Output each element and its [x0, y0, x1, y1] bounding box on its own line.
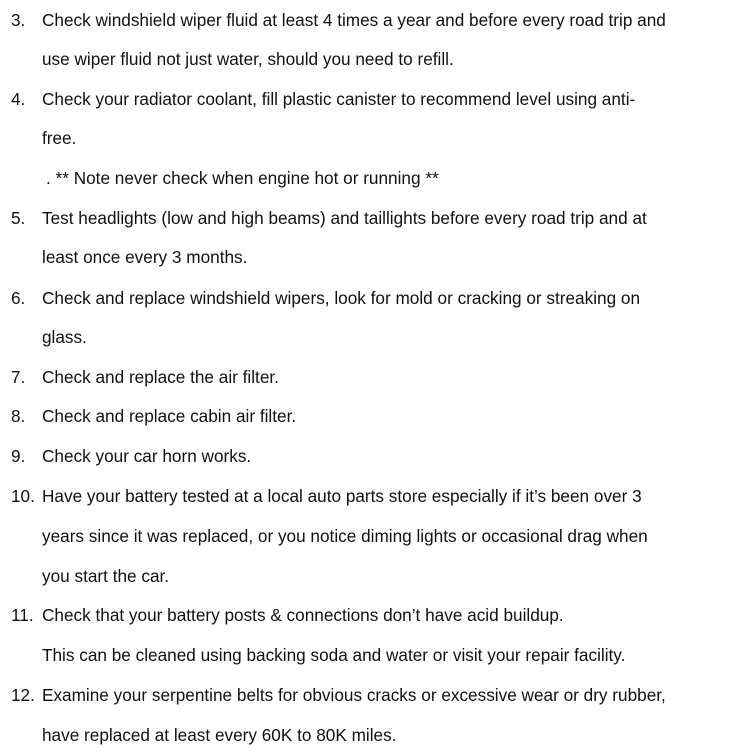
list-item-6 — [0, 278, 747, 318]
list-number: 8. — [11, 406, 26, 426]
list-item-4 — [0, 79, 747, 119]
list-text: Check and replace windshield wipers, look for mold or cracking or streaking on — [42, 288, 641, 308]
list-text: Check your car horn works. — [42, 446, 252, 466]
list-item-3 — [0, 0, 747, 40]
list-item-8 — [0, 396, 747, 436]
list-text: This can be cleaned using backing soda and water or visit your repair facility. — [42, 645, 626, 665]
list-text: Check your radiator coolant, fill plastic canister to recommend level using anti- — [42, 89, 636, 109]
list-number: 4. — [11, 89, 26, 109]
list-item-7 — [0, 357, 747, 397]
list-number: 12. — [11, 685, 35, 705]
list-text: Test headlights (low and high beams) and taillights before every road trip and at — [42, 208, 647, 228]
list-text: Check windshield wiper fluid at least 4 times a year and before every road trip and — [42, 10, 666, 30]
list-item-4-note — [0, 158, 747, 198]
list-item-3-continuation — [0, 39, 747, 79]
list-number: 9. — [11, 446, 26, 466]
note-text: . ** Note never check when engine hot or running ** — [46, 168, 439, 188]
list-item-4-continuation — [0, 118, 747, 158]
list-text: free. — [42, 128, 77, 148]
list-item-5 — [0, 198, 747, 238]
list-item-11 — [0, 595, 747, 635]
list-text: Check that your battery posts & connections don’t have acid buildup. — [42, 605, 564, 625]
list-text: Check and replace the air filter. — [42, 367, 279, 387]
list-text: Have your battery tested at a local auto parts store especially if it’s been over 3 — [42, 486, 642, 506]
list-text: glass. — [42, 327, 87, 347]
list-number: 3. — [11, 10, 26, 30]
list-item-9 — [0, 436, 747, 476]
list-item-12-continuation — [0, 715, 747, 755]
list-number: 6. — [11, 288, 26, 308]
list-number: 5. — [11, 208, 26, 228]
list-text: least once every 3 months. — [42, 247, 248, 267]
list-number: 10. — [11, 486, 35, 506]
list-item-12 — [0, 675, 747, 715]
list-item-10 — [0, 476, 747, 516]
list-text: use wiper fluid not just water, should you need to refill. — [42, 49, 454, 69]
list-item-6-continuation — [0, 317, 747, 357]
list-item-5-continuation — [0, 237, 747, 277]
list-text: Check and replace cabin air filter. — [42, 406, 297, 426]
list-text: have replaced at least every 60K to 80K miles. — [42, 725, 397, 745]
list-text: years since it was replaced, or you notice diming lights or occasional drag when — [42, 526, 648, 546]
list-text: Examine your serpentine belts for obvious cracks or excessive wear or dry rubber, — [42, 685, 666, 705]
list-number: 7. — [11, 367, 26, 387]
list-number: 11. — [11, 605, 34, 625]
list-item-10-continuation — [0, 516, 747, 556]
list-item-10-continuation — [0, 556, 747, 596]
list-item-11-continuation — [0, 635, 747, 675]
list-text: you start the car. — [42, 566, 170, 586]
